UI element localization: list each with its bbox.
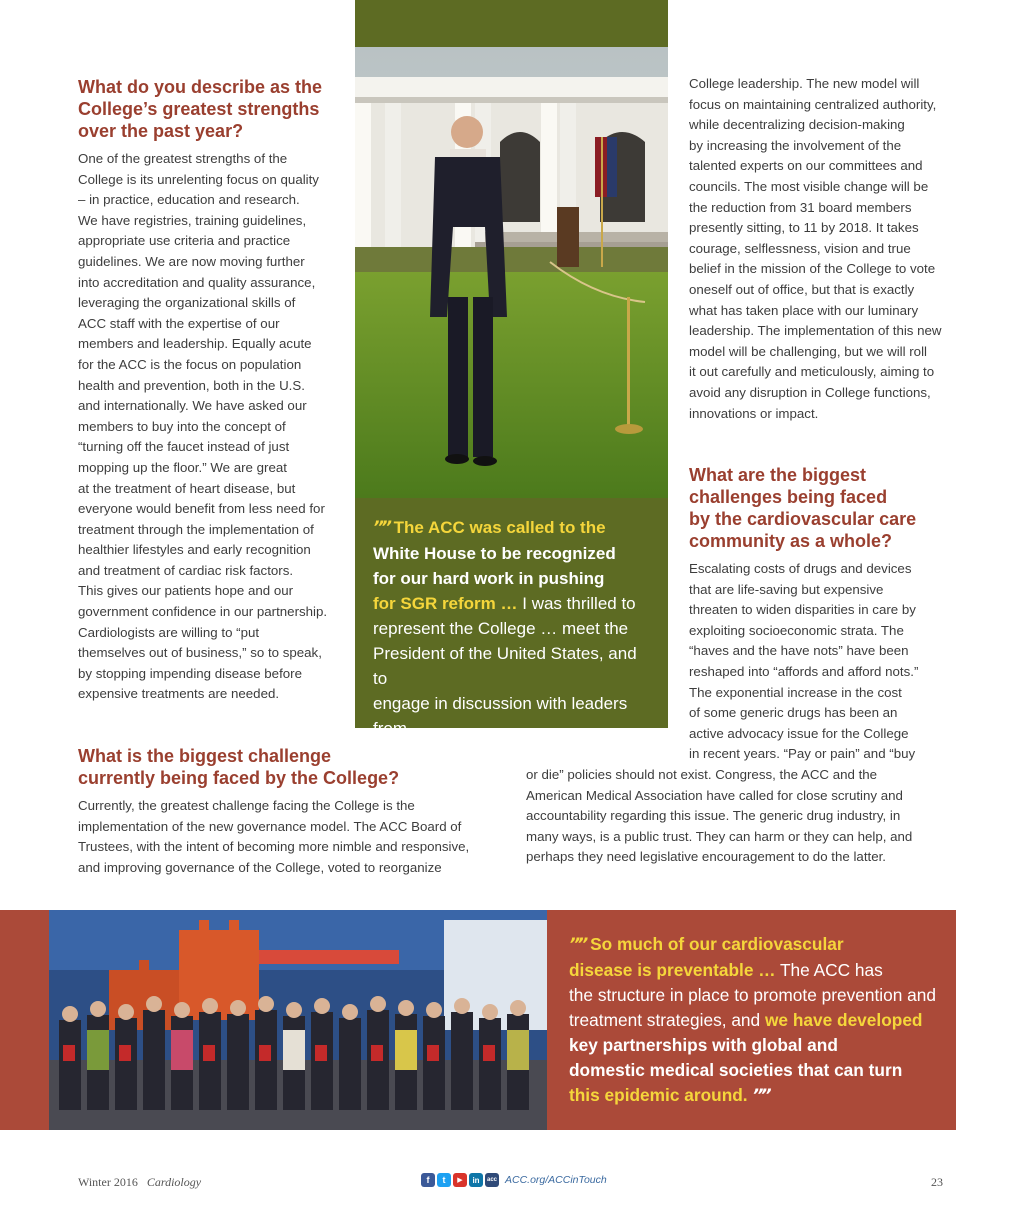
body-line: or die” policies should not exist. Congress, the ACC and the xyxy=(526,767,878,782)
pull-quote-white-house xyxy=(355,498,668,764)
quote-line: President of the United States, and to xyxy=(373,644,637,688)
body-line: Currently, the greatest challenge facing the College is the xyxy=(78,798,415,813)
body-line: College is its unrelenting focus on quality xyxy=(78,171,319,187)
body-line: and internationally. We have asked our xyxy=(78,398,307,414)
strengths-paragraph xyxy=(78,149,343,705)
quote-bold-line: we have developed xyxy=(764,1010,923,1030)
body-line: the reduction from 31 board members xyxy=(689,199,912,215)
challenge-paragraph xyxy=(78,796,498,878)
linkedin-icon[interactable]: in xyxy=(469,1173,483,1187)
body-line: mopping up the floor.” We are great xyxy=(78,459,287,475)
body-line: themselves out of business,” so to speak, xyxy=(78,645,322,661)
body-line: accountability regarding this issue. The generic drug industry, in xyxy=(526,808,901,824)
body-line: everyone would benefit from less need for xyxy=(78,501,325,517)
body-line: avoid any disruption in College functions, xyxy=(689,384,931,400)
body-line: threaten to widen disparities in care by xyxy=(689,602,916,618)
body-line: treatment through the implementation of xyxy=(78,521,314,537)
body-line: and improving governance of the College, voted to reorganize xyxy=(78,859,442,875)
quote-close-icon: ”” xyxy=(752,1086,769,1106)
quote-bold-line: key partnerships with global and xyxy=(569,1035,838,1055)
heading-line: What is the biggest challenge xyxy=(78,746,332,766)
costs-paragraph xyxy=(689,559,959,765)
body-line: “turning off the faucet instead of just xyxy=(78,439,290,455)
body-line: reshaped into “affords and afford nots.” xyxy=(689,663,919,679)
body-line: College leadership. The new model will xyxy=(689,76,920,91)
heading-line: What are the biggest xyxy=(689,465,867,485)
quote-bold-line: The ACC was called to the xyxy=(393,518,606,537)
quote-line: treatment strategies, and xyxy=(569,1010,765,1030)
body-line: into accreditation and quality assurance, xyxy=(78,274,316,290)
body-line: presently sitting, to 11 by 2018. It takes xyxy=(689,220,919,236)
body-line: perhaps they need legislative encouragement to do the latter. xyxy=(526,849,886,865)
quote-line: The ACC has xyxy=(775,960,883,980)
heading-strengths xyxy=(78,76,348,142)
body-line: while decentralizing decision-making xyxy=(689,117,905,133)
body-line: Cardiologists are willing to “put xyxy=(78,624,260,640)
body-line: members and leadership. Equally acute xyxy=(78,336,312,352)
body-line: for the ACC is the focus on population xyxy=(78,356,302,372)
body-line: that are life-saving but expensive xyxy=(689,581,884,597)
body-line: focus on maintaining centralized authority, xyxy=(689,96,937,112)
body-line: in recent years. “Pay or pain” and “buy xyxy=(689,746,916,762)
body-line: Trustees, with the intent of becoming more nimble and responsive, xyxy=(78,839,470,855)
green-banner xyxy=(355,0,668,47)
body-line: members to buy into the concept of xyxy=(78,418,286,434)
quote-bold-line: this epidemic around. xyxy=(569,1085,748,1105)
heading-line: challenges being faced xyxy=(689,487,888,507)
body-line: “haves and the have nots” have been xyxy=(689,643,909,659)
body-line: by stopping impending disease before xyxy=(78,665,302,681)
body-line: model will be challenging, but we will roll xyxy=(689,343,927,359)
youtube-icon[interactable]: ▶ xyxy=(453,1173,467,1187)
body-line: exploiting socioeconomic strata. The xyxy=(689,622,904,638)
body-line: The exponential increase in the cost xyxy=(689,684,902,700)
costs-paragraph-continued xyxy=(526,765,946,868)
body-line: belief in the mission of the College to vote xyxy=(689,261,936,277)
body-line: expensive treatments are needed. xyxy=(78,686,280,702)
body-line: health and prevention, both in the U.S. xyxy=(78,377,305,393)
footer-issue-date: Winter 2016 xyxy=(78,1175,138,1189)
body-line: guidelines. We are now moving further xyxy=(78,253,305,269)
body-line: by increasing the involvement of the xyxy=(689,137,902,153)
heading-community-challenges xyxy=(689,464,959,552)
body-line: of some generic drugs has been an xyxy=(689,705,898,721)
body-line: American Medical Association have called for close scrutiny and xyxy=(526,787,903,803)
quote-line: engage in discussion with leaders from xyxy=(373,694,628,738)
body-line: oneself out of office, but that is exactly xyxy=(689,281,915,297)
footer-url-link[interactable]: ACC.org/ACCinTouch xyxy=(505,1174,607,1186)
body-line: healthier lifestyles and early recognition xyxy=(78,542,311,558)
quote-bold-line: White House to be recognized xyxy=(373,544,616,563)
body-line: and treatment of cardiac risk factors. xyxy=(78,562,294,578)
pull-quote-prevention xyxy=(547,910,956,1130)
governance-paragraph xyxy=(689,74,959,424)
quote-line: represent the College … meet the xyxy=(373,619,629,638)
body-line: innovations or impact. xyxy=(689,405,819,421)
white-house-photo xyxy=(355,47,668,498)
body-line: what has taken place with our luminary xyxy=(689,302,919,318)
heading-line: What do you describe as the xyxy=(78,77,323,97)
heading-line: College’s greatest strengths xyxy=(78,99,320,119)
body-line: it out carefully and meticulously, aiming to xyxy=(689,364,935,380)
body-line: appropriate use criteria and practice xyxy=(78,233,291,249)
body-line: councils. The most visible change will be xyxy=(689,178,929,194)
body-line: One of the greatest strengths of the xyxy=(78,151,288,166)
body-line: courage, selflessness, vision and true xyxy=(689,240,911,256)
acc-app-icon[interactable]: acc xyxy=(485,1173,499,1187)
twitter-icon[interactable]: t xyxy=(437,1173,451,1187)
quote-open-icon: ”” xyxy=(569,935,586,955)
heading-line: currently being faced by the College? xyxy=(78,768,400,788)
quote-bold-line: disease is preventable … xyxy=(569,960,776,980)
body-line: talented experts on our committees and xyxy=(689,158,923,174)
quote-bold-line: So much of our cardiovascular xyxy=(590,934,844,954)
body-line: active advocacy issue for the College xyxy=(689,725,909,741)
quote-close-icon: ”” xyxy=(614,744,631,764)
body-line: implementation of the new governance model. The ACC Board of xyxy=(78,818,462,834)
body-line: leveraging the organizational skills of xyxy=(78,295,296,311)
quote-bold-line: for SGR reform … xyxy=(373,594,518,613)
quote-line: I was thrilled to xyxy=(517,594,636,613)
footer-issue xyxy=(78,1175,201,1190)
quote-line: the structure in place to promote prevention and xyxy=(569,985,936,1005)
heading-line: over the past year? xyxy=(78,121,244,141)
footer-social xyxy=(421,1173,607,1187)
footer-magazine-name: Cardiology xyxy=(146,1175,202,1189)
quote-open-icon: ”” xyxy=(373,518,389,538)
body-line: at the treatment of heart disease, but xyxy=(78,480,296,496)
heading-line: community as a whole? xyxy=(689,531,893,551)
body-line: leadership. The implementation of this new xyxy=(689,323,942,339)
body-line: Escalating costs of drugs and devices xyxy=(689,561,912,576)
heading-biggest-challenge xyxy=(78,745,418,789)
body-line: – in practice, education and research. xyxy=(78,192,300,208)
facebook-icon[interactable]: f xyxy=(421,1173,435,1187)
quote-bold-line: for our hard work in pushing xyxy=(373,569,605,588)
quote-bold-line: domestic medical societies that can turn xyxy=(569,1060,903,1080)
group-photo xyxy=(49,910,547,1130)
body-line: This gives our patients hope and our xyxy=(78,583,294,599)
body-line: many ways, is a public trust. They can harm or they can help, and xyxy=(526,828,913,844)
body-line: We have registries, training guidelines, xyxy=(78,212,307,228)
page-number: 23 xyxy=(931,1175,943,1189)
heading-line: by the cardiovascular care xyxy=(689,509,917,529)
quote-line: several other medical societies. xyxy=(373,744,611,763)
body-line: government confidence in our partnership. xyxy=(78,604,328,620)
body-line: ACC staff with the expertise of our xyxy=(78,315,280,331)
